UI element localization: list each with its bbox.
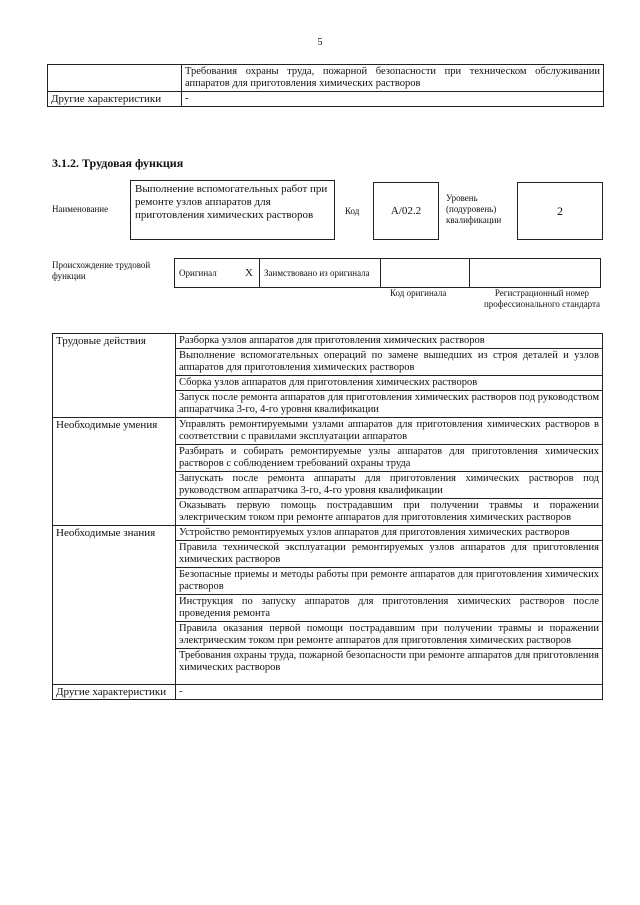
page-number: 5 (317, 37, 323, 48)
table-row (53, 334, 603, 349)
borrowed-label: Заимствовано из оригинала (260, 259, 381, 288)
knowledge-item: Правила оказания первой помощи пострадавшим при получении травмы и поражении электрическим током при ремонте аппаратов для приготовления химических растворов (176, 622, 603, 649)
skill-item: Запускать после ремонта аппараты для приготовления химических растворов под руководством аппаратчика 3-го, 4-го уровня квалификации (176, 472, 603, 499)
actions-label: Трудовые действия (53, 334, 176, 418)
action-item: Разборка узлов аппаратов для приготовления химических растворов (176, 334, 603, 349)
skills-label: Необходимые умения (53, 418, 176, 526)
other-characteristics-label: Другие характеристики (48, 92, 182, 107)
function-name-box: Выполнение вспомогательных работ при ремонте узлов аппаратов для приготовления химических растворов (130, 180, 335, 240)
function-code-box: A/02.2 (373, 182, 439, 240)
knowledge-item: Правила технической эксплуатации ремонтируемых узлов аппаратов для приготовления химических растворов (176, 541, 603, 568)
original-code-caption: Код оригинала (390, 288, 447, 298)
origin-table (174, 258, 601, 288)
registration-number-caption: Регистрационный номер профессионального стандарта (483, 288, 601, 309)
other-characteristics-value: - (182, 92, 604, 107)
action-item: Выполнение вспомогательных операций по замене вышедших из строя деталей и узлов аппаратов для приготовления химических растворов (176, 349, 603, 376)
knowledge-item: Устройство ремонтируемых узлов аппаратов для приготовления химических растворов (176, 526, 603, 541)
table-row (53, 526, 603, 541)
knowledge-item: Инструкция по запуску аппаратов для приготовления химических растворов после проведения ремонта (176, 595, 603, 622)
level-label: Уровень (подуровень) квалификации (446, 193, 502, 225)
skill-item: Разбирать и собирать ремонтируемые узлы аппаратов для приготовления химических растворов с соблюдением требований охраны труда (176, 445, 603, 472)
level-value-box: 2 (517, 182, 603, 240)
section-title: 3.1.2. Трудовая функция (52, 156, 184, 170)
original-label: Оригинал (175, 259, 240, 288)
action-item: Сборка узлов аппаратов для приготовления химических растворов (176, 376, 603, 391)
top-continuation-table (47, 64, 604, 107)
table-cell-empty (48, 65, 182, 92)
table-row (48, 65, 604, 92)
table-row (48, 92, 604, 107)
skill-item: Управлять ремонтируемыми узлами аппаратов для приготовления химических растворов в соответствии с правилами эксплуатации аппаратов (176, 418, 603, 445)
table-row (53, 685, 603, 700)
original-code-cell (381, 259, 470, 288)
knowledge-item: Требования охраны труда, пожарной безопасности при ремонте аппаратов для приготовления химических растворов (176, 649, 603, 685)
knowledge-label: Необходимые знания (53, 526, 176, 685)
origin-label: Происхождение трудовой функции (52, 260, 151, 281)
code-label: Код (345, 206, 360, 216)
other-characteristics-label: Другие характеристики (53, 685, 176, 700)
table-row (53, 418, 603, 445)
labor-function-table (52, 333, 603, 700)
registration-number-cell (470, 259, 601, 288)
knowledge-item: Безопасные приемы и методы работы при ремонте аппаратов для приготовления химических растворов (176, 568, 603, 595)
original-mark: X (239, 259, 260, 288)
action-item: Запуск после ремонта аппаратов для приготовления химических растворов под руководством аппаратчика 3-го, 4-го уровня квалификации (176, 391, 603, 418)
table-row (175, 259, 601, 288)
table-cell: Требования охраны труда, пожарной безопасности при техническом обслуживании аппаратов для приготовления химических растворов (182, 65, 604, 92)
skill-item: Оказывать первую помощь пострадавшим при получении травмы и поражении электрическим током при ремонте аппаратов для приготовления химических растворов (176, 499, 603, 526)
other-characteristics-value: - (176, 685, 603, 700)
name-label: Наименование (52, 204, 109, 214)
